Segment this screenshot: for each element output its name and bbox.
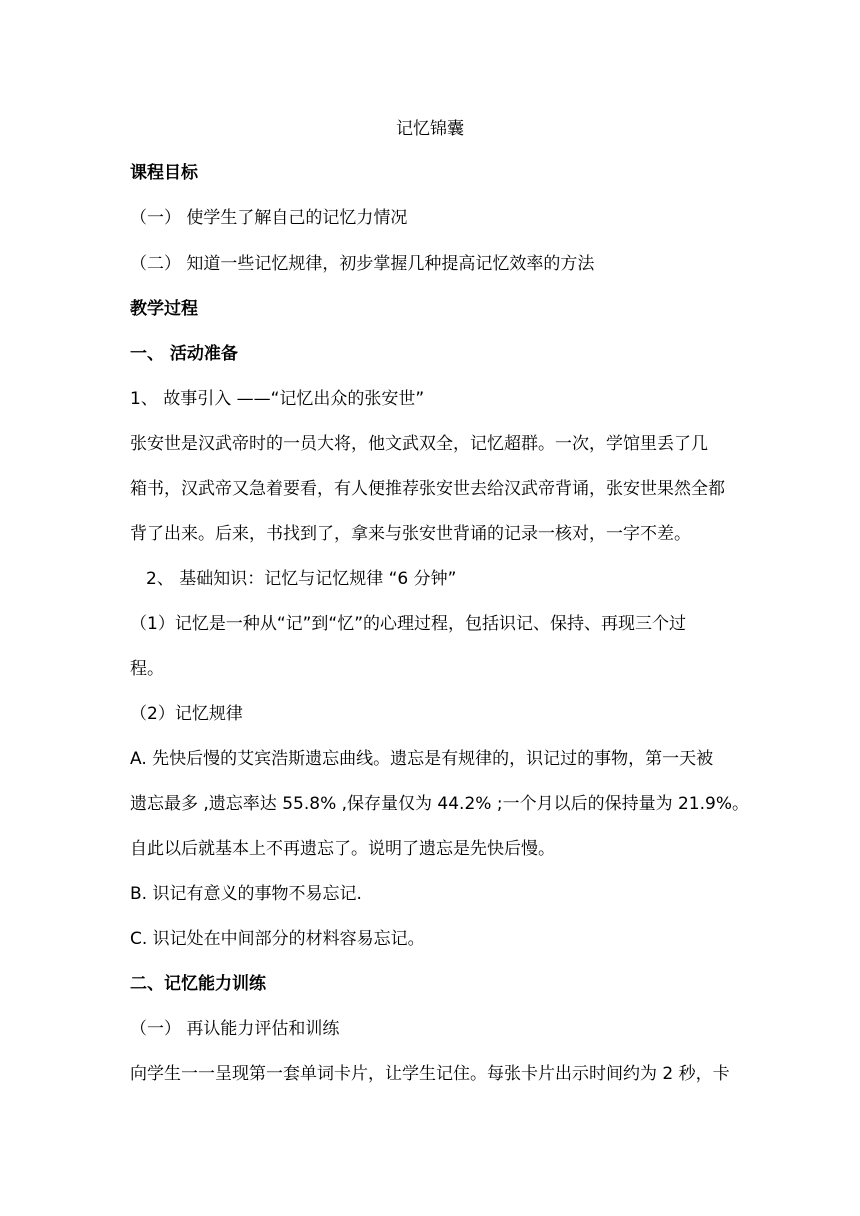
goal-item-2: （二） 知道一些记忆规律，初步掌握几种提高记忆效率的方法 — [130, 254, 595, 274]
training-instructions-line-1: 向学生一一呈现第一套单词卡片，让学生记住。每张卡片出示时间约为 2 秒，卡 — [130, 1064, 730, 1084]
law-a-line-1: A. 先快后慢的艾宾浩斯遗忘曲线。遗忘是有规律的，识记过的事物，第一天被 — [130, 749, 714, 769]
section-heading-course-goals: 课程目标 — [130, 163, 198, 183]
subsection-heading-activity-prep: 一、 活动准备 — [130, 344, 238, 364]
recognition-training-heading: （一） 再认能力评估和训练 — [130, 1019, 340, 1039]
story-paragraph-line-3: 背了出来。后来，书找到了，拿来与张安世背诵的记录一核对，一字不差。 — [130, 524, 691, 544]
section-heading-teaching-process: 教学过程 — [130, 299, 198, 319]
story-paragraph-line-1: 张安世是汉武帝时的一员大将，他文武双全，记忆超群。一次，学馆里丢了几 — [130, 434, 708, 454]
basic-knowledge-heading: 2、 基础知识：记忆与记忆规律 “6 分钟” — [146, 569, 457, 589]
section-heading-memory-training: 二、记忆能力训练 — [130, 974, 266, 994]
document-title: 记忆锦囊 — [396, 119, 464, 139]
story-paragraph-line-2: 箱书，汉武帝又急着要看，有人便推荐张安世去给汉武帝背诵，张安世果然全都 — [130, 479, 725, 499]
memory-definition-line-2: 程。 — [130, 659, 164, 679]
story-intro-heading: 1、 故事引入 ——“记忆出众的张安世” — [130, 389, 425, 409]
law-a-line-2: 遗忘最多 ,遗忘率达 55.8% ,保存量仅为 44.2% ;一个月以后的保持量为 21.9%。 — [130, 794, 749, 814]
memory-law-heading: （2）记忆规律 — [130, 704, 243, 724]
memory-definition-line-1: （1）记忆是一种从“记”到“忆”的心理过程，包括识记、保持、再现三个过 — [130, 614, 687, 634]
law-c: C. 识记处在中间部分的材料容易忘记。 — [130, 929, 425, 949]
goal-item-1: （一） 使学生了解自己的记忆力情况 — [130, 208, 408, 228]
law-a-line-3: 自此以后就基本上不再遗忘了。说明了遗忘是先快后慢。 — [130, 839, 555, 859]
law-b: B. 识记有意义的事物不易忘记. — [130, 884, 362, 904]
